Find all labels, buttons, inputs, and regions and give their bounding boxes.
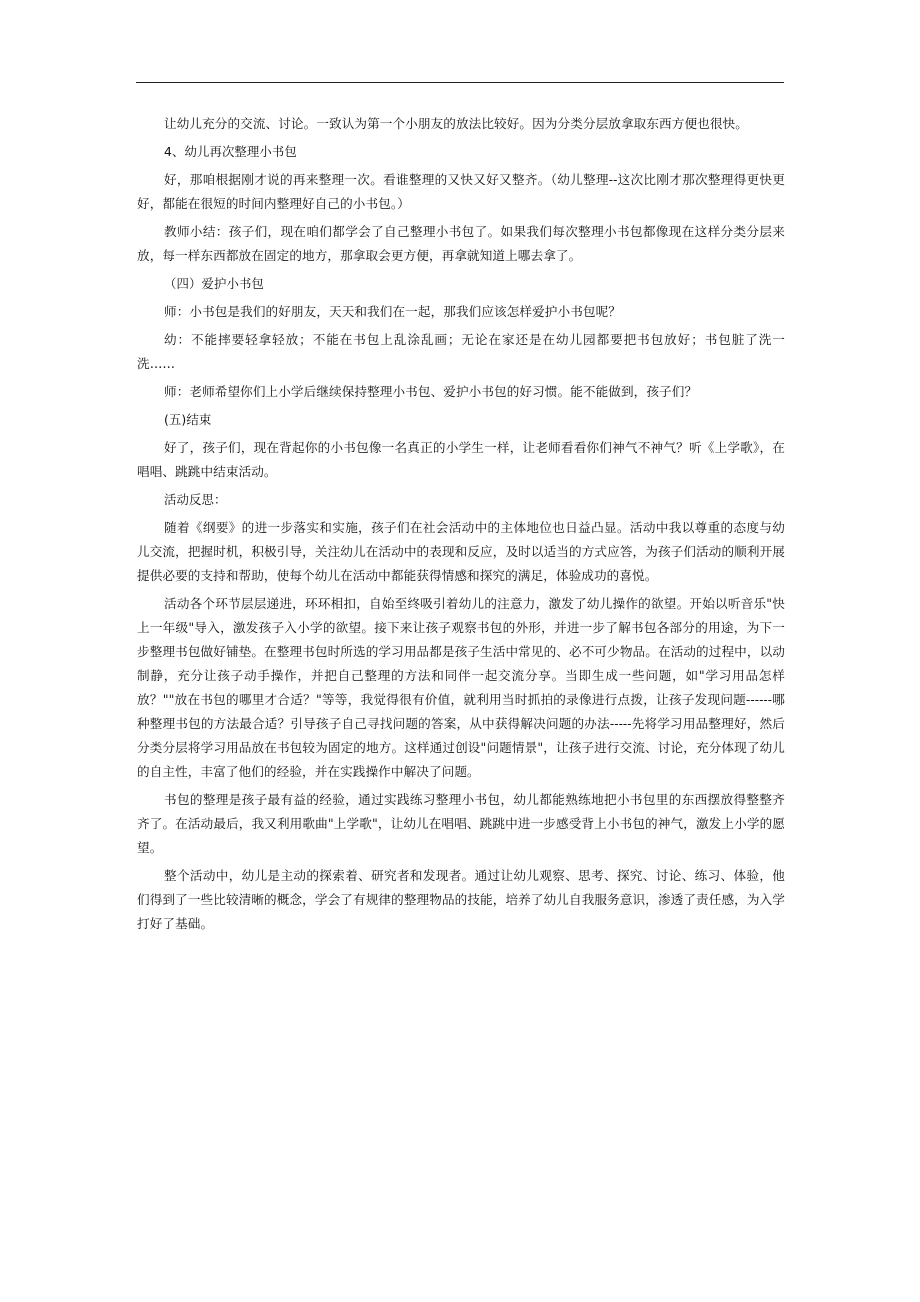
paragraph-reflection-2: 活动各个环节层层递进，环环相扣，自始至终吸引着幼儿的注意力，激发了幼儿操作的欲望。开始以听音乐"快上一年级"导入，激发孩子入小学的欲望。接下来让孩子观察书包的外形，并进一步了解书包各部分的用途，为下一步整理书包做好铺垫。在整理书包时所选的学习用品都是孩子生活中常见的、必不可少物品。在活动的过程中，以动制静，充分让孩子动手操作，并把自己整理的方法和同伴一起交流分享。当即生成一些问题，如"学习用品怎样放？""放在书包的哪里才合适？"等等，我觉得很有价值，就利用当时抓拍的录像进行点拨，让孩子发现问题------哪种整理书包的方法最合适？引导孩子自己寻找问题的答案，从中获得解决问题的办法-----先将学习用品整理好，然后分类分层将学习用品放在书包较为固定的地方。这样通过创设"问题情景"，让孩子进行交流、讨论，充分体现了幼儿的自主性，丰富了他们的经验，并在实践操作中解决了问题。: [137, 596, 785, 779]
header-rule: [136, 82, 784, 83]
paragraph-ending: 好了，孩子们，现在背起你的小书包像一名真正的小学生一样，让老师看看你们神气不神气？听《上学歌》，在唱唱、跳跳中结束活动。: [137, 440, 785, 479]
section-heading-care: （四）爱护小书包: [164, 276, 264, 291]
section-heading-ending: (五)结束: [164, 412, 212, 427]
paragraph-reflection-3: 书包的整理是孩子最有益的经验，通过实践练习整理小书包，幼儿都能熟练地把小书包里的东西摆放得整整齐齐了。在活动最后，我又利用歌曲"上学歌"，让幼儿在唱唱、跳跳中进一步感受背上小书包的神气，激发上小学的愿望。: [137, 792, 785, 855]
paragraph-reorganize: 好，那咱根据刚才说的再来整理一次。看谁整理的又快又好又整齐。（幼儿整理--这次比刚才那次整理得更快更好，都能在很短的时间内整理好自己的小书包。）: [137, 172, 785, 211]
paragraph-reflection-4: 整个活动中，幼儿是主动的探索着、研究者和发现者。通过让幼儿观察、思考、探究、讨论、练习、体验，他们得到了一些比较清晰的概念，学会了有规律的整理物品的技能，培养了幼儿自我服务意识，渗透了责任感，为入学打好了基础。: [137, 868, 785, 931]
paragraph-teacher-question: 师：小书包是我们的好朋友，天天和我们在一起，那我们应该怎样爱护小书包呢？: [164, 304, 621, 319]
paragraph-teacher-hope: 师：老师希望你们上小学后继续保持整理小书包、爱护小书包的好习惯。能不能做到，孩子们？: [164, 384, 698, 399]
paragraph-child-answer: 幼：不能摔要轻拿轻放；不能在书包上乱涂乱画；无论在家还是在幼儿园都要把书包放好；书包脏了洗一洗……: [137, 332, 785, 371]
section-heading-reorganize: 4、幼儿再次整理小书包: [164, 144, 297, 159]
paragraph-teacher-summary: 教师小结：孩子们，现在咱们都学会了自己整理小书包了。如果我们每次整理小书包都像现在这样分类分层来放，每一样东西都放在固定的地方，那拿取会更方便，再拿就知道上哪去拿了。: [137, 224, 785, 263]
paragraph-reflection-1: 随着《纲要》的进一步落实和实施，孩子们在社会活动中的主体地位也日益凸显。活动中我以尊重的态度与幼儿交流，把握时机，积极引导，关注幼儿在活动中的表现和反应，及时以适当的方式应答，为孩子们活动的顺利开展提供必要的支持和帮助，使每个幼儿在活动中都能获得情感和探究的满足，体验成功的喜悦。: [137, 520, 785, 583]
section-heading-reflection: 活动反思：: [164, 492, 227, 507]
document-body: [137, 112, 785, 936]
paragraph-discussion: 让幼儿充分的交流、讨论。一致认为第一个小朋友的放法比较好。因为分类分层放拿取东西方便也很快。: [164, 116, 748, 131]
